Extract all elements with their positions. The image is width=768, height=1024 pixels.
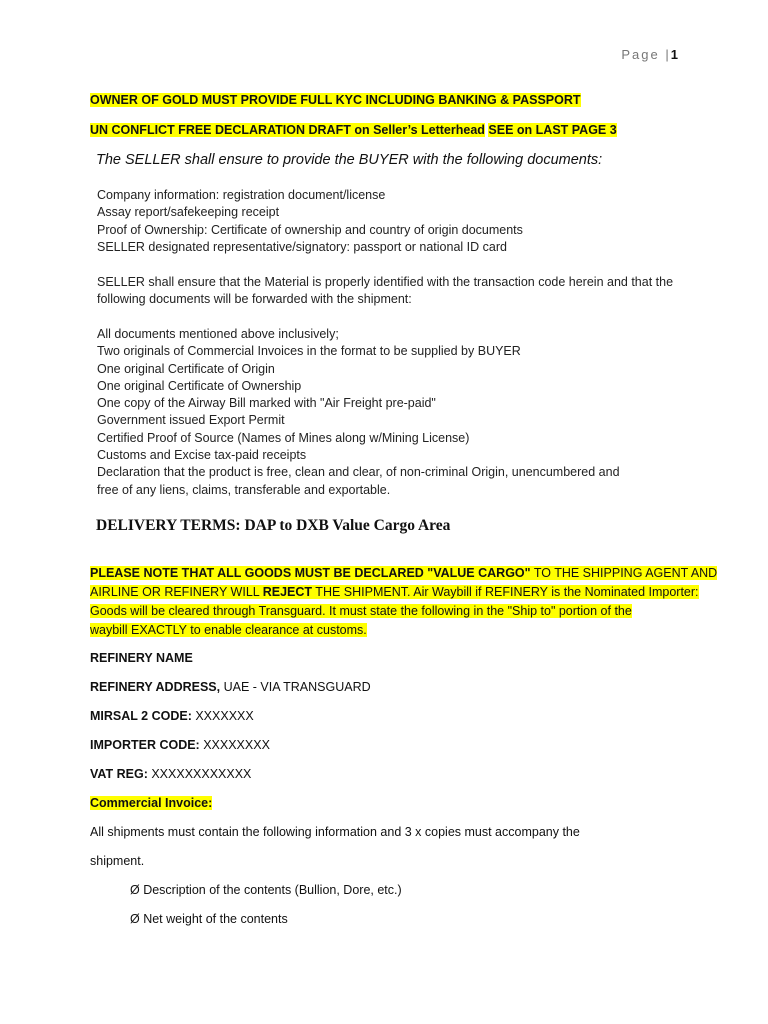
importer-code-field (90, 738, 270, 752)
importer-code-value: XXXXXXXX (199, 738, 270, 752)
mirsal-code-value: XXXXXXX (191, 709, 254, 723)
list-item: One copy of the Airway Bill marked with "Air Freight pre-paid" (97, 396, 436, 411)
conflict-free-part1: UN CONFLICT FREE DECLARATION DRAFT on Seller’s Letterhead (90, 123, 485, 137)
page-word: Page (621, 47, 660, 62)
note-text-3: THE SHIPMENT. Air Waybill if REFINERY is the Nominated Importer: (312, 585, 699, 599)
vat-reg-value: XXXXXXXXXXXX (147, 767, 252, 781)
note-bold-1: PLEASE NOTE THAT ALL GOODS MUST BE DECLARED "VALUE CARGO" (90, 566, 531, 580)
invoice-text-line-2: shipment. (90, 854, 145, 868)
page-header (621, 47, 678, 62)
commercial-invoice-label: Commercial Invoice: (90, 796, 213, 810)
list-item: One original Certificate of Origin (97, 361, 275, 376)
vat-reg-label: VAT REG: (90, 767, 148, 781)
list-item: All documents mentioned above inclusively; (97, 327, 339, 341)
kyc-line: OWNER OF GOLD MUST PROVIDE FULL KYC INCLUDING BANKING & PASSPORT (90, 93, 581, 107)
conflict-free-part2: SEE on LAST PAGE 3 (488, 123, 617, 137)
list-item: Declaration that the product is free, clean and clear, of non-criminal Origin, unencumbered and (97, 465, 620, 480)
refinery-name-field (90, 651, 193, 665)
list-item: SELLER designated representative/signatory: passport or national ID card (97, 239, 507, 254)
list-item: Certified Proof of Source (Names of Mines along w/Mining License) (97, 430, 470, 445)
paragraph-line: following documents will be forwarded with the shipment: (97, 292, 412, 307)
list-item: Government issued Export Permit (97, 413, 285, 428)
page-separator: | (665, 47, 671, 62)
paragraph-line: SELLER shall ensure that the Material is properly identified with the transaction code herein and that the (97, 275, 674, 289)
refinery-name-label: REFINERY NAME (90, 651, 193, 665)
kyc-requirement (90, 93, 581, 107)
commercial-invoice-heading (90, 796, 212, 810)
shipment-intro (97, 274, 673, 309)
note-text-1: TO THE SHIPPING AGENT AND (530, 566, 718, 580)
note-text-2: AIRLINE OR REFINERY WILL (90, 585, 263, 599)
list-item: Ø Description of the contents (Bullion, Dore, etc.) (130, 883, 402, 897)
note-line-4: waybill EXACTLY to enable clearance at customs. (90, 623, 367, 637)
refinery-address-label: REFINERY ADDRESS, (90, 680, 221, 694)
list-item: One original Certificate of Ownership (97, 378, 302, 393)
delivery-terms-heading: DELIVERY TERMS: DAP to DXB Value Cargo Area (96, 517, 451, 534)
value-cargo-note (90, 564, 718, 640)
list-item: Two originals of Commercial Invoices in the format to be supplied by BUYER (97, 344, 521, 359)
importer-code-label: IMPORTER CODE: (90, 738, 200, 752)
list-item: free of any liens, claims, transferable and exportable. (97, 482, 391, 497)
refinery-address-value: UAE - VIA TRANSGUARD (220, 680, 371, 694)
list-item: Customs and Excise tax-paid receipts (97, 448, 307, 463)
mirsal-code-field (90, 709, 254, 723)
list-item: Assay report/safekeeping receipt (97, 205, 280, 220)
note-reject: REJECT (262, 585, 313, 599)
list-item: Company information: registration document/license (97, 188, 386, 202)
shipment-documents-list (97, 326, 620, 499)
mirsal-code-label: MIRSAL 2 CODE: (90, 709, 192, 723)
page-number: 1 (670, 47, 678, 62)
note-line-3: Goods will be cleared through Transguard. It must state the following in the "Ship to" portion of the (90, 604, 632, 618)
invoice-text-line-1: All shipments must contain the following information and 3 x copies must accompany the (90, 825, 580, 839)
refinery-address-field (90, 680, 371, 694)
list-item: Ø Net weight of the contents (130, 912, 288, 926)
seller-documents-list (97, 187, 523, 256)
conflict-free-line (90, 123, 617, 137)
vat-reg-field (90, 767, 251, 781)
seller-heading: The SELLER shall ensure to provide the BUYER with the following documents: (96, 152, 603, 168)
list-item: Proof of Ownership: Certificate of ownership and country of origin documents (97, 222, 523, 237)
